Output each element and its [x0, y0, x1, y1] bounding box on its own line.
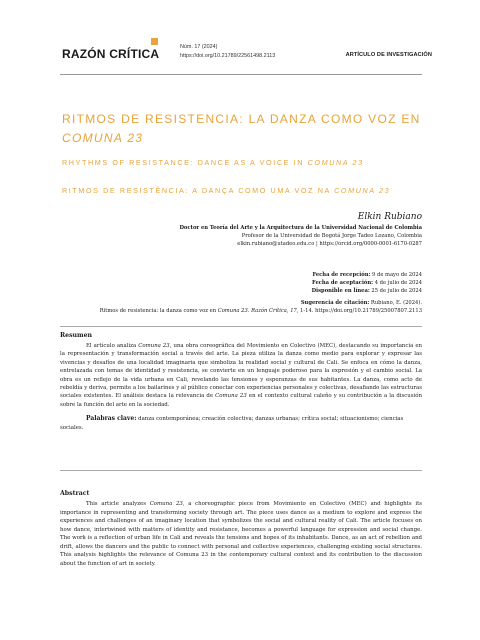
issue-meta [180, 43, 275, 61]
logo-accent-square [151, 38, 158, 45]
title-portuguese: RITMOS DE RESISTÊNCIA: A DANÇA COMO UMA VOZ NA COMUNA 23 [62, 186, 391, 195]
divider-middle [60, 470, 422, 471]
title-english: RHYTHMS OF RESISTANCE: DANCE AS A VOICE IN COMUNA 23 [62, 158, 364, 167]
dates-block [312, 271, 422, 295]
abstract-heading: Abstract [60, 490, 90, 497]
journal-logo: RAZÓN CRÍTICA [62, 47, 160, 61]
date-received: Fecha de recepción: 9 de mayo de 2024 [312, 272, 422, 278]
date-accepted: Fecha de aceptación: 4 de julio de 2024 [312, 280, 422, 286]
citation-block: Sugerencia de citación: Rubiano, E. (2024). Ritmos de resistencia: la danza como voz en Comuna 23. Razón Crítica, 17, 1-14. https://doi.org/10.21789/25007807.2113 [99, 300, 422, 314]
author-name: Elkin Rubiano [357, 212, 422, 222]
divider-top [60, 326, 422, 327]
resumen-section [60, 332, 422, 432]
header-divider [60, 74, 422, 75]
author-contact[interactable]: elkin.rubiano@utadeo.edu.co | https://orcid.org/0000-0001-6170-0287 [237, 241, 422, 247]
section-label: ARTÍCULO DE INVESTIGACIÓN [345, 52, 432, 58]
keywords: Palabras clave: danza contemporánea; creación colectiva; danzas urbanas; crítica social; situacionismo; ciencias sociales. [60, 415, 404, 431]
abstract-section [60, 490, 422, 568]
abstract-text: This article analyzes Comuna 23, a choreographic piece from Movimiento en Colectivo (MEC) and highlights its importance in representing and transforming society through art. The piece uses dance as a medium to explore and express the experiences and challenges of an imaginary location that symbolizes the social and cultural reality of Cali. The article focuses on how dance, intertwined with matters of identity and resistance, becomes a powerful language for expression and social change. The work is a reflection of urban life in Cali and reveals the tensions and hopes of its inhabitants. Dance, as an act of rebellion and drift, allows the dancers and the public to connect with personal and collective experiences, challenging existing social structures. This analysis highlights the relevance of Comuna 23 in the contemporary cultural context and its contribution to the discussion about the function of art in society. [60, 501, 423, 567]
doi-link[interactable]: https://doi.org/10.21789/22561498.2113 [180, 53, 276, 59]
journal-header [52, 38, 432, 68]
date-online: Disponible en línea: 25 de julio de 2024 [311, 288, 422, 294]
issue-number: Núm. 17 (2024) [180, 44, 218, 50]
author-affiliation-1: Doctor en Teoría del Arte y la Arquitectura de la Universidad Nacional de Colombia [179, 225, 422, 231]
title-spanish: RITMOS DE RESISTENCIA: LA DANZA COMO VOZ EN COMUNA 23 [62, 112, 421, 145]
resumen-text: El artículo analiza Comuna 23, una obra coreográfica del Movimiento en Colectivo (MEC), destacando su importancia en la representación y transformación social a través del arte. La pieza utiliza la danza como medio para explorar y expresar las vivencias y desafíos de una localidad imaginaria que simboliza la realidad social y cultural de Cali. Se enfoca en cómo la danza, entrelazada con temas de identidad y resistencia, se convierte en un lenguaje poderoso para la expresión y el cambio social. La obra es un reflejo de la vida urbana en Cali, revelando las tensiones y esperanzas de sus habitantes. La danza, como acto de rebeldía y deriva, permite a los bailarines y al público conectar con experiencias personales y colectivas, desafiando las estructuras sociales existentes. El análisis destaca la relevancia de Comuna 23 en el contexto cultural caleño y su contribución a la discusión sobre la función del arte en la sociedad. [60, 343, 423, 408]
author-block [179, 211, 422, 248]
resumen-heading: Resumen [60, 332, 93, 339]
author-affiliation-2: Profesor de la Universidad de Bogotá Jorge Tadeo Lozano, Colombia [241, 233, 422, 239]
